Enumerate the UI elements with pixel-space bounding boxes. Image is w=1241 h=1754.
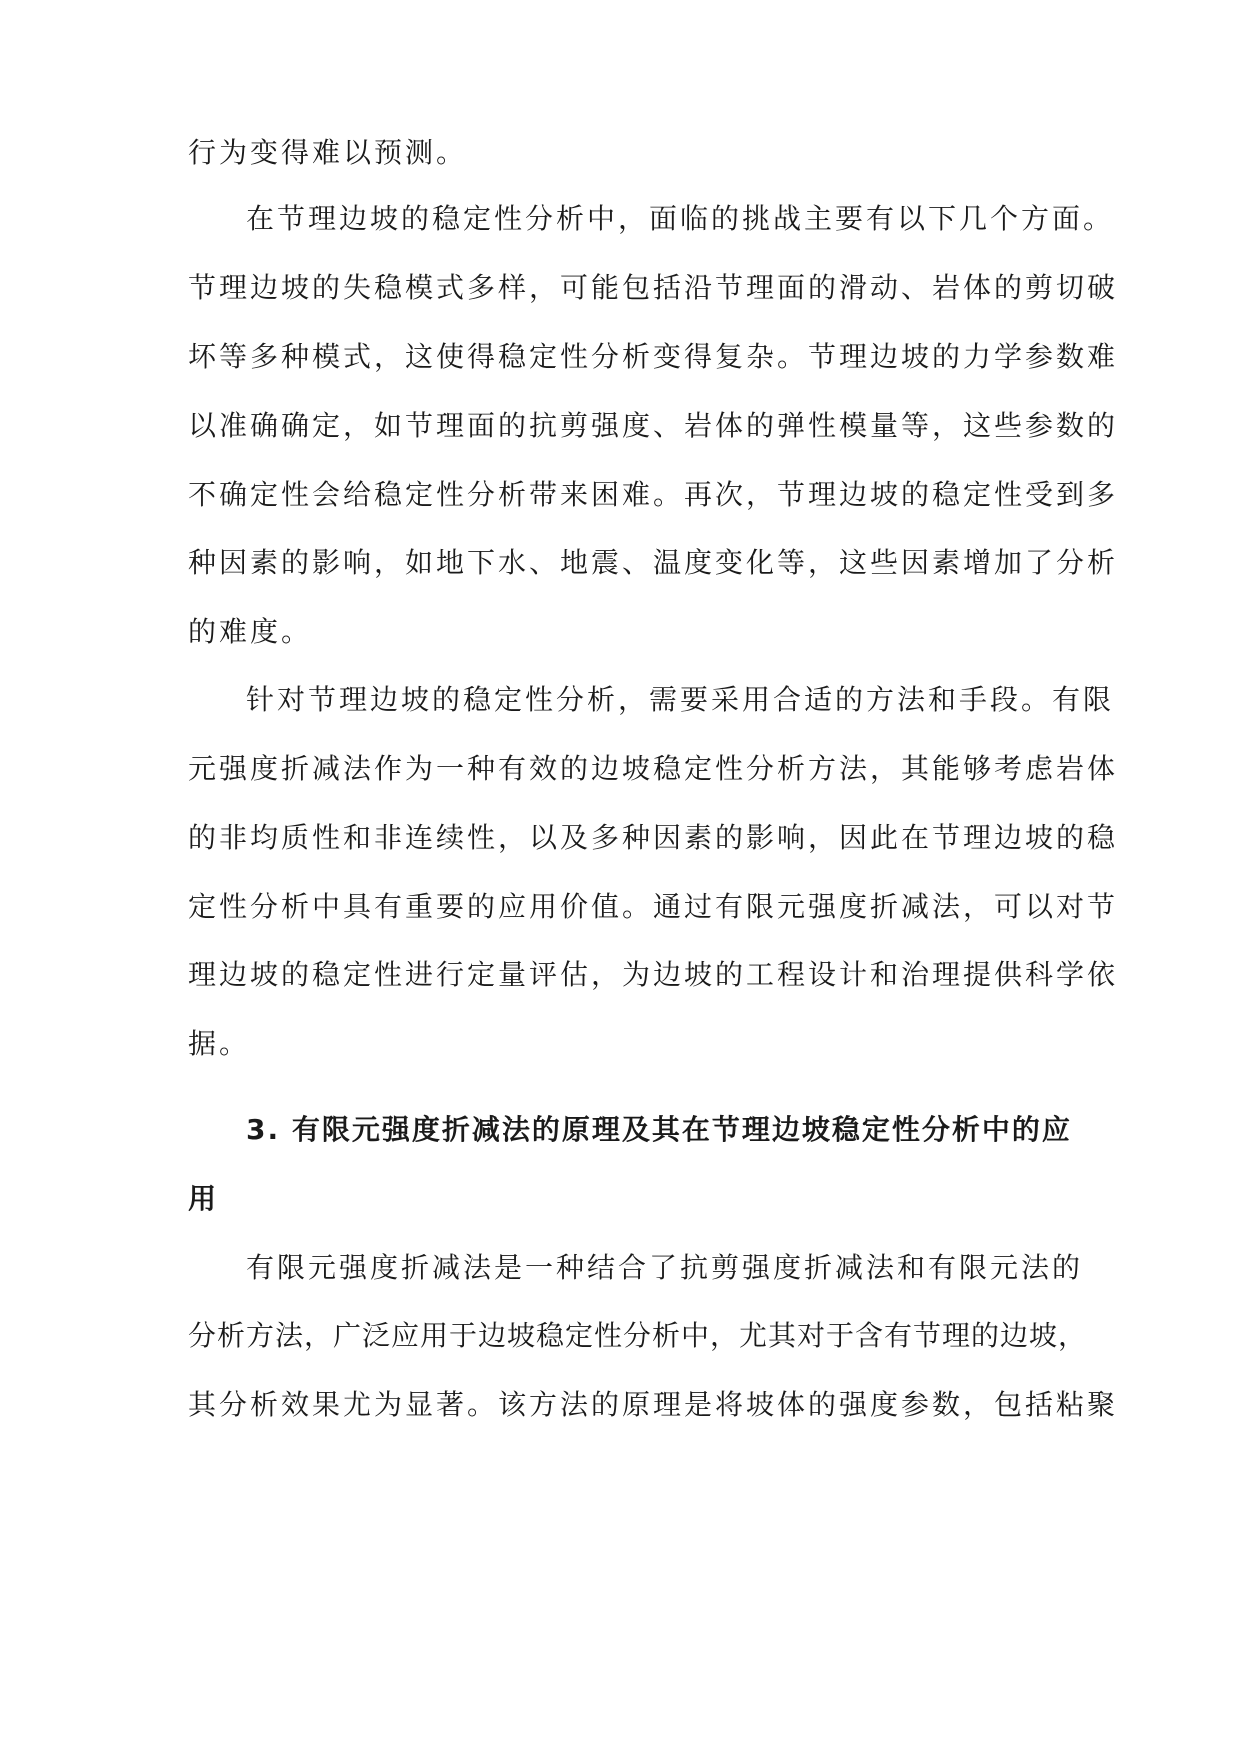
text-line: 行为变得难以预测。 xyxy=(188,136,468,169)
text-line: 据。 xyxy=(188,1027,251,1060)
text-line: 其分析效果尤为显著。该方法的原理是将坡体的强度参数，包括粘聚 xyxy=(188,1388,1119,1421)
text-line: 节理边坡的失稳模式多样，可能包括沿节理面的滑动、岩体的剪切破 xyxy=(188,271,1119,304)
section-heading: 3. 有限元强度折减法的原理及其在节理边坡稳定性分析中的应 xyxy=(246,1113,1072,1146)
text-line: 理边坡的稳定性进行定量评估，为边坡的工程设计和治理提供科学依 xyxy=(188,958,1119,991)
text-line: 的难度。 xyxy=(188,615,313,648)
paragraph-start-line: 有限元强度折减法是一种结合了抗剪强度折减法和有限元法的 xyxy=(246,1251,1084,1284)
text-line: 坏等多种模式，这使得稳定性分析变得复杂。节理边坡的力学参数难 xyxy=(188,340,1119,373)
text-line: 以准确确定，如节理面的抗剪强度、岩体的弹性模量等，这些参数的 xyxy=(188,409,1119,442)
paragraph-start-line: 针对节理边坡的稳定性分析，需要采用合适的方法和手段。有限 xyxy=(246,683,1115,716)
text-line: 定性分析中具有重要的应用价值。通过有限元强度折减法，可以对节 xyxy=(188,890,1119,923)
text-line: 分析方法，广泛应用于边坡稳定性分析中，尤其对于含有节理的边坡， xyxy=(188,1319,1088,1352)
text-line: 元强度折减法作为一种有效的边坡稳定性分析方法，其能够考虑岩体 xyxy=(188,752,1119,785)
paragraph-start-line: 在节理边坡的稳定性分析中，面临的挑战主要有以下几个方面。 xyxy=(246,202,1115,235)
section-heading-continued: 用 xyxy=(188,1182,219,1215)
text-line: 的非均质性和非连续性，以及多种因素的影响，因此在节理边坡的稳 xyxy=(188,821,1119,854)
text-line: 不确定性会给稳定性分析带来困难。再次，节理边坡的稳定性受到多 xyxy=(188,478,1119,511)
text-line: 种因素的影响，如地下水、地震、温度变化等，这些因素增加了分析 xyxy=(188,546,1119,579)
